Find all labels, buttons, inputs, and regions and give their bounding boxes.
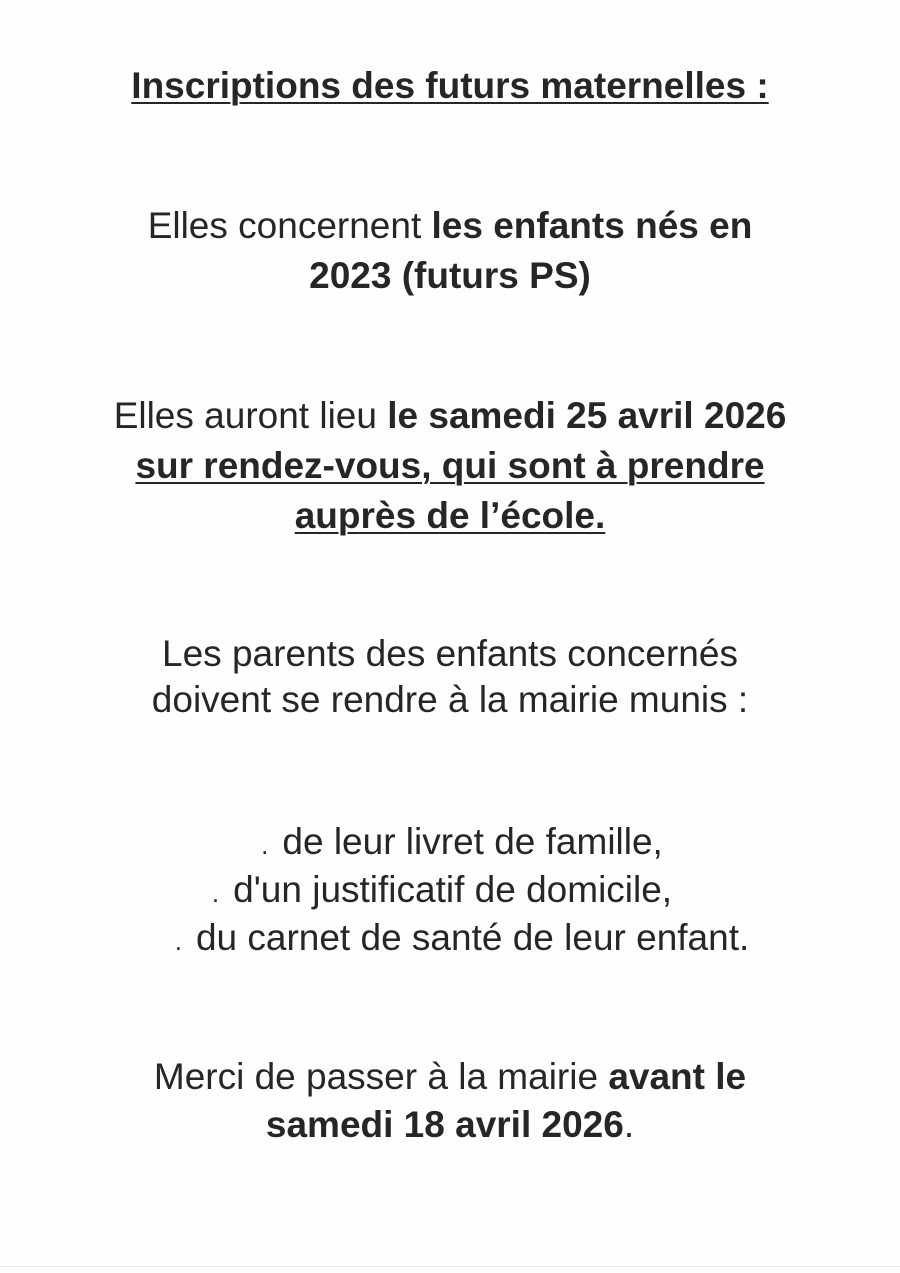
deadline-line-2 [0,1103,900,1147]
deadline-date: samedi 18 avril 2026 [265,1104,624,1145]
parents-instruction-line-2: doivent se rendre à la mairie munis : [151,679,749,720]
date-emphasis: le samedi 25 avril 2026 [387,395,787,436]
list-item [12,916,900,963]
deadline-period: . [623,1104,635,1145]
bullet-icon: . [174,926,182,956]
date-text: Elles auront lieu [113,395,388,436]
parents-instruction-line-1: Les parents des enfants concernés [162,633,738,674]
date-line-1 [0,394,900,438]
deadline-text: Merci de passer à la mairie [153,1056,609,1097]
concerned-text: Elles concernent [147,205,432,246]
list-item-text: du carnet de santé de leur enfant. [195,917,750,958]
list-item [0,868,892,915]
list-item [12,820,900,867]
list-item-text: de leur livret de famille, [282,821,663,862]
concerned-emphasis: les enfants nés en [431,205,753,246]
list-item-text: d'un justificatif de domicile, [233,869,673,910]
deadline-emphasis: avant le [608,1056,747,1097]
deadline-line-1 [0,1055,900,1099]
concerned-children-line-1 [0,204,900,248]
concerned-children-line-2: 2023 (futurs PS) [309,255,591,296]
bullet-icon: . [211,878,220,908]
scan-bottom-edge [0,1266,900,1267]
appointment-line-2: auprès de l’école. [294,495,606,536]
bullet-icon: . [261,830,269,860]
appointment-line-1: sur rendez-vous, qui sont à prendre [135,445,765,486]
document-title: Inscriptions des futurs maternelles : [131,65,769,106]
